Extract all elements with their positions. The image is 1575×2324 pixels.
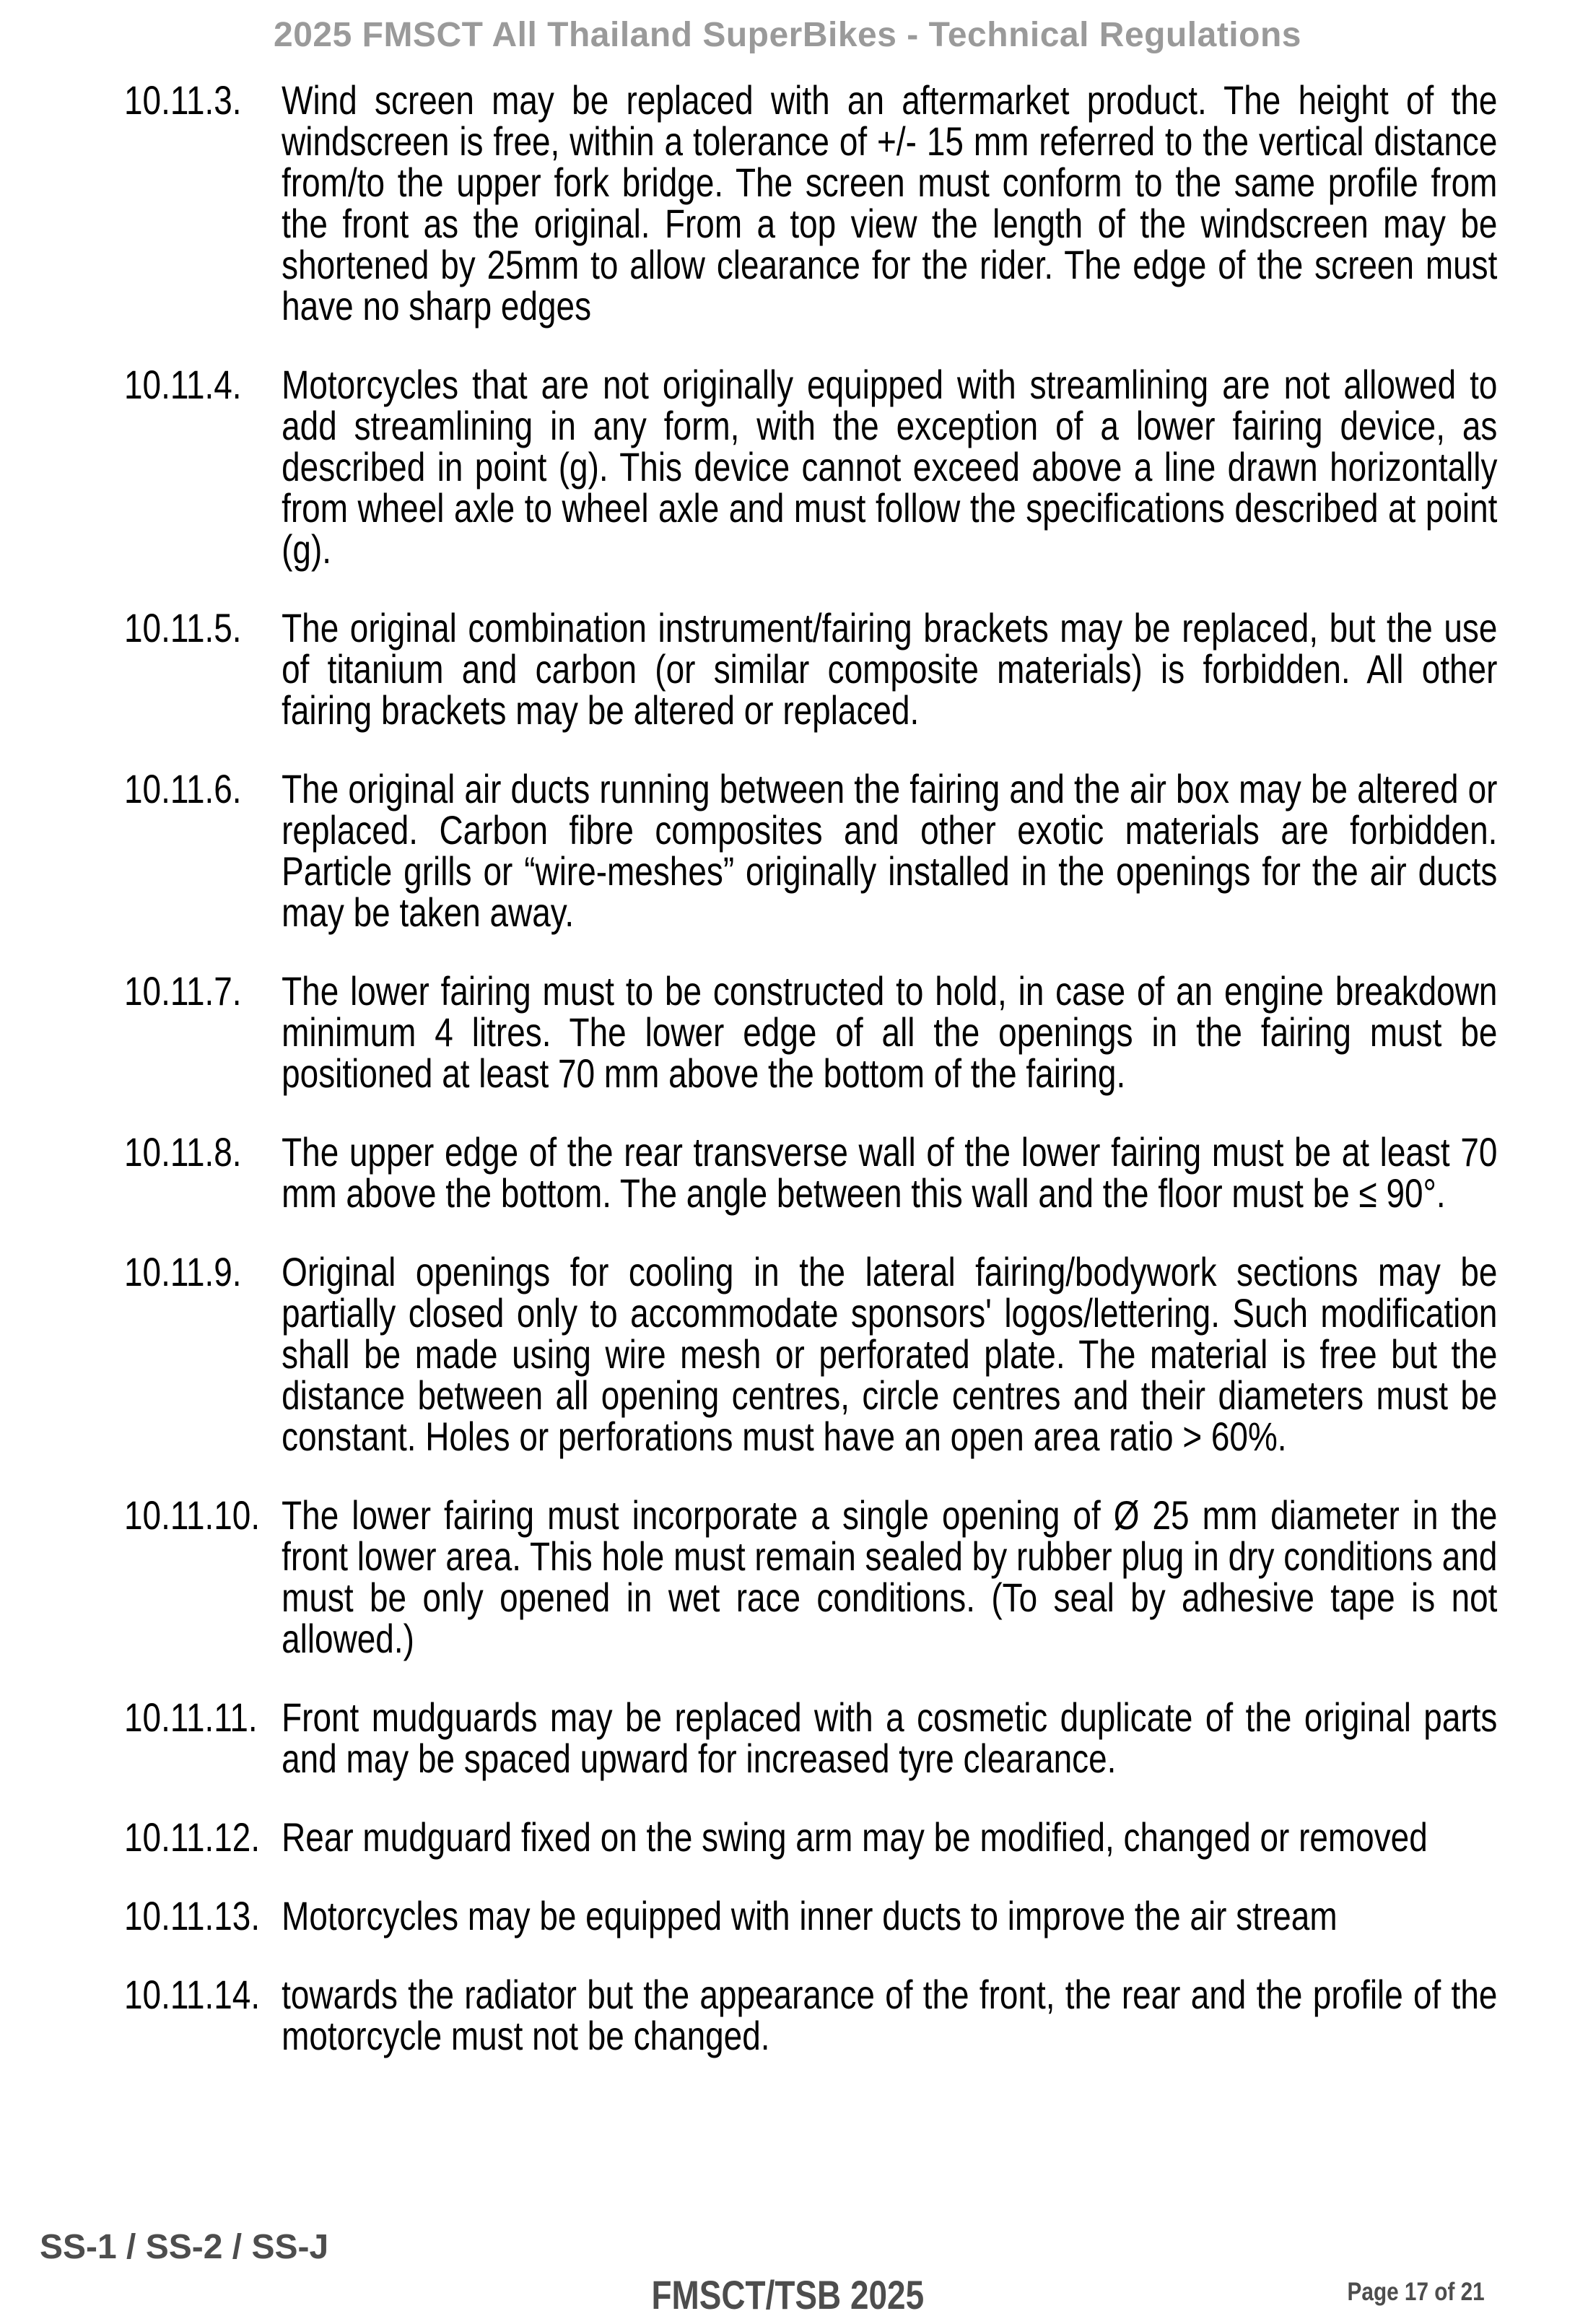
regulation-number: 10.11.14. xyxy=(124,1972,261,2017)
regulation-text: The original combination instrument/fairing brackets may be replaced, but the use of titanium and carbon (or similar composite materials) is forbidden. All other fairing brackets may be altered or replaced. xyxy=(282,605,1498,733)
regulation-text: The original air ducts running between the fairing and the air box may be altered or replaced. Carbon fibre composites and other exotic materials are forbidden. Particle grills or “wire-meshes” originally installed in the openings for the air ducts may be taken away. xyxy=(282,766,1498,935)
footer-page-number-text: Page 17 of 21 xyxy=(1347,2278,1485,2306)
regulation-item xyxy=(124,1131,1497,1214)
regulation-number: 10.11.9. xyxy=(124,1249,242,1294)
regulation-number: 10.11.12. xyxy=(124,1814,261,1860)
footer-document-code-text: FMSCT/TSB 2025 xyxy=(651,2272,924,2318)
regulation-text: Original openings for cooling in the lateral fairing/bodywork sections may be partially closed only to accommodate sponsors' logos/lettering. Such modification shall be made using wire mesh or perforated plate. The material is free but the distance between all opening centres, circle centres and their diameters must be constant. Holes or perforations must have an open area ratio > 60%. xyxy=(282,1249,1498,1459)
regulation-number: 10.11.7. xyxy=(124,968,242,1014)
regulation-text: The lower fairing must to be constructed to hold, in case of an engine breakdown minimum 4 litres. The lower edge of all the openings in the fairing must be positioned at least 70 mm above the bottom of the fairing. xyxy=(282,968,1498,1096)
regulation-text: Front mudguards may be replaced with a cosmetic duplicate of the original parts and may be spaced upward for increased tyre clearance. xyxy=(282,1694,1498,1781)
regulation-item xyxy=(124,607,1497,731)
regulation-number: 10.11.5. xyxy=(124,605,242,650)
regulation-item xyxy=(124,1974,1497,2056)
regulation-number: 10.11.8. xyxy=(124,1129,242,1175)
regulation-text: Motorcycles that are not originally equipped with streamlining are not allowed to add streamlining in any form, with the exception of a lower fairing device, as described in point (g). This device cannot exceed above a line drawn horizontally from wheel axle to wheel axle and must follow the specifications described at point (g). xyxy=(282,362,1498,572)
regulation-text: Rear mudguard fixed on the swing arm may be modified, changed or removed xyxy=(282,1814,1428,1860)
regulation-number: 10.11.10. xyxy=(124,1492,261,1538)
regulation-text: The upper edge of the rear transverse wall of the lower fairing must be at least 70 mm above the bottom. The angle between this wall and the floor must be ≤ 90°. xyxy=(282,1129,1498,1216)
regulation-item xyxy=(124,970,1497,1094)
footer-page-number xyxy=(1323,2279,1485,2305)
regulation-item xyxy=(124,1816,1497,1858)
regulation-number: 10.11.6. xyxy=(124,766,242,811)
regulation-item xyxy=(124,1895,1497,1936)
regulations-list xyxy=(124,79,1497,2056)
regulation-number: 10.11.13. xyxy=(124,1893,261,1938)
regulation-item xyxy=(124,364,1497,570)
footer-class-codes: SS-1 / SS-2 / SS-J xyxy=(40,2228,329,2266)
regulation-number: 10.11.11. xyxy=(124,1694,258,1740)
regulation-text: Motorcycles may be equipped with inner ducts to improve the air stream xyxy=(282,1893,1338,1938)
regulation-item xyxy=(124,768,1497,933)
regulation-item xyxy=(124,1251,1497,1457)
regulation-text: Wind screen may be replaced with an aftermarket product. The height of the windscreen is free, within a tolerance of +/- 15 mm referred to the vertical distance from/to the upper fork bridge. The screen must conform to the same profile from the front as the original. From a top view the length of the windscreen may be shortened by 25mm to allow clearance for the rider. The edge of the screen must have no sharp edges xyxy=(282,77,1498,328)
page-header-title: 2025 FMSCT All Thailand SuperBikes - Technical Regulations xyxy=(274,16,1301,54)
regulation-text: The lower fairing must incorporate a single opening of Ø 25 mm diameter in the front lower area. This hole must remain sealed by rubber plug in dry conditions and must be only opened in wet race conditions. (To seal by adhesive tape is not allowed.) xyxy=(282,1492,1498,1661)
regulation-text: towards the radiator but the appearance of the front, the rear and the profile of the motorcycle must not be changed. xyxy=(282,1972,1498,2058)
regulation-item xyxy=(124,79,1497,326)
regulations-content xyxy=(124,79,1497,2094)
regulation-number: 10.11.4. xyxy=(124,362,242,407)
regulation-item xyxy=(124,1694,1498,1781)
regulation-number: 10.11.3. xyxy=(124,77,242,123)
regulation-item xyxy=(124,1494,1497,1659)
